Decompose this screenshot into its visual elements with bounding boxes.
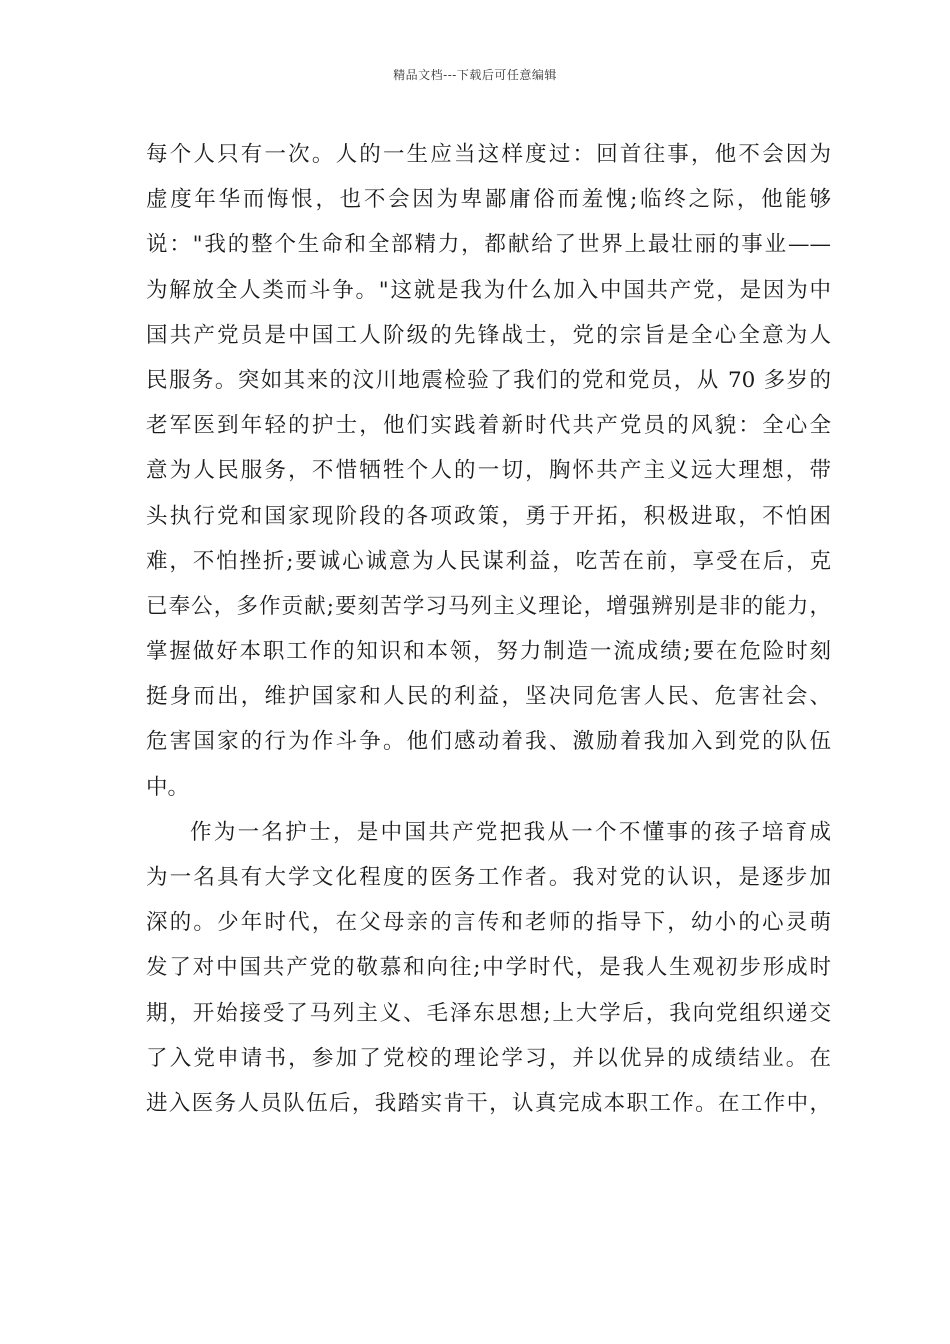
text-line: 每个人只有一次。人的一生应当这样度过：回首往事，他不会因为: [146, 142, 831, 167]
document-body: [146, 132, 831, 1126]
text-line: 头执行党和国家现阶段的各项政策，勇于开拓，积极进取，不怕困: [146, 503, 831, 529]
text-line: 虚度年华而悔恨，也不会因为卑鄙庸俗而羞愧;临终之际，他能够: [146, 187, 831, 213]
text-line: 进入医务人员队伍后，我踏实肯干，认真完成本职工作。在工作中，: [146, 1090, 831, 1116]
text-line: 为解放全人类而斗争。"这就是我为什么加入中国共产党，是因为中: [146, 277, 831, 303]
text-line: 作为一名护士，是中国共产党把我从一个不懂事的孩子培育成: [190, 819, 831, 845]
text-line: 掌握做好本职工作的知识和本领，努力制造一流成绩;要在危险时刻: [146, 639, 831, 665]
page-header: 精品文档---下载后可任意编辑: [393, 68, 557, 82]
text-line: 意为人民服务，不惜牺牲个人的一切，胸怀共产主义远大理想，带: [146, 458, 831, 484]
text-line: 国共产党员是中国工人阶级的先锋战士，党的宗旨是全心全意为人: [146, 322, 831, 348]
text-line: 发了对中国共产党的敬慕和向往;中学时代，是我人生观初步形成时: [146, 955, 831, 981]
text-line: 危害国家的行为作斗争。他们感动着我、激励着我加入到党的队伍: [146, 729, 831, 755]
text-line: 已奉公，多作贡献;要刻苦学习马列主义理论，增强辨别是非的能力，: [146, 593, 831, 619]
paragraph-2: [146, 810, 831, 1126]
paragraph-1: [146, 132, 831, 810]
text-line: 了入党申请书，参加了党校的理论学习，并以优异的成绩结业。在: [146, 1045, 831, 1071]
text-line: 中。: [146, 774, 190, 800]
text-line: 民服务。突如其来的汶川地震检验了我们的党和党员，从 70 多岁的: [146, 367, 831, 393]
text-line: 老军医到年轻的护士，他们实践着新时代共产党员的风貌：全心全: [146, 413, 831, 439]
text-line: 深的。少年时代，在父母亲的言传和老师的指导下，幼小的心灵萌: [146, 910, 831, 936]
text-line: 说："我的整个生命和全部精力，都献给了世界上最壮丽的事业——: [146, 232, 831, 258]
text-line: 期，开始接受了马列主义、毛泽东思想;上大学后，我向党组织递交: [146, 1000, 831, 1026]
text-line: 难，不怕挫折;要诚心诚意为人民谋利益，吃苦在前，享受在后，克: [146, 548, 831, 574]
text-line: 为一名具有大学文化程度的医务工作者。我对党的认识，是逐步加: [146, 865, 831, 890]
text-line: 挺身而出，维护国家和人民的利益，坚决同危害人民、危害社会、: [146, 684, 831, 710]
